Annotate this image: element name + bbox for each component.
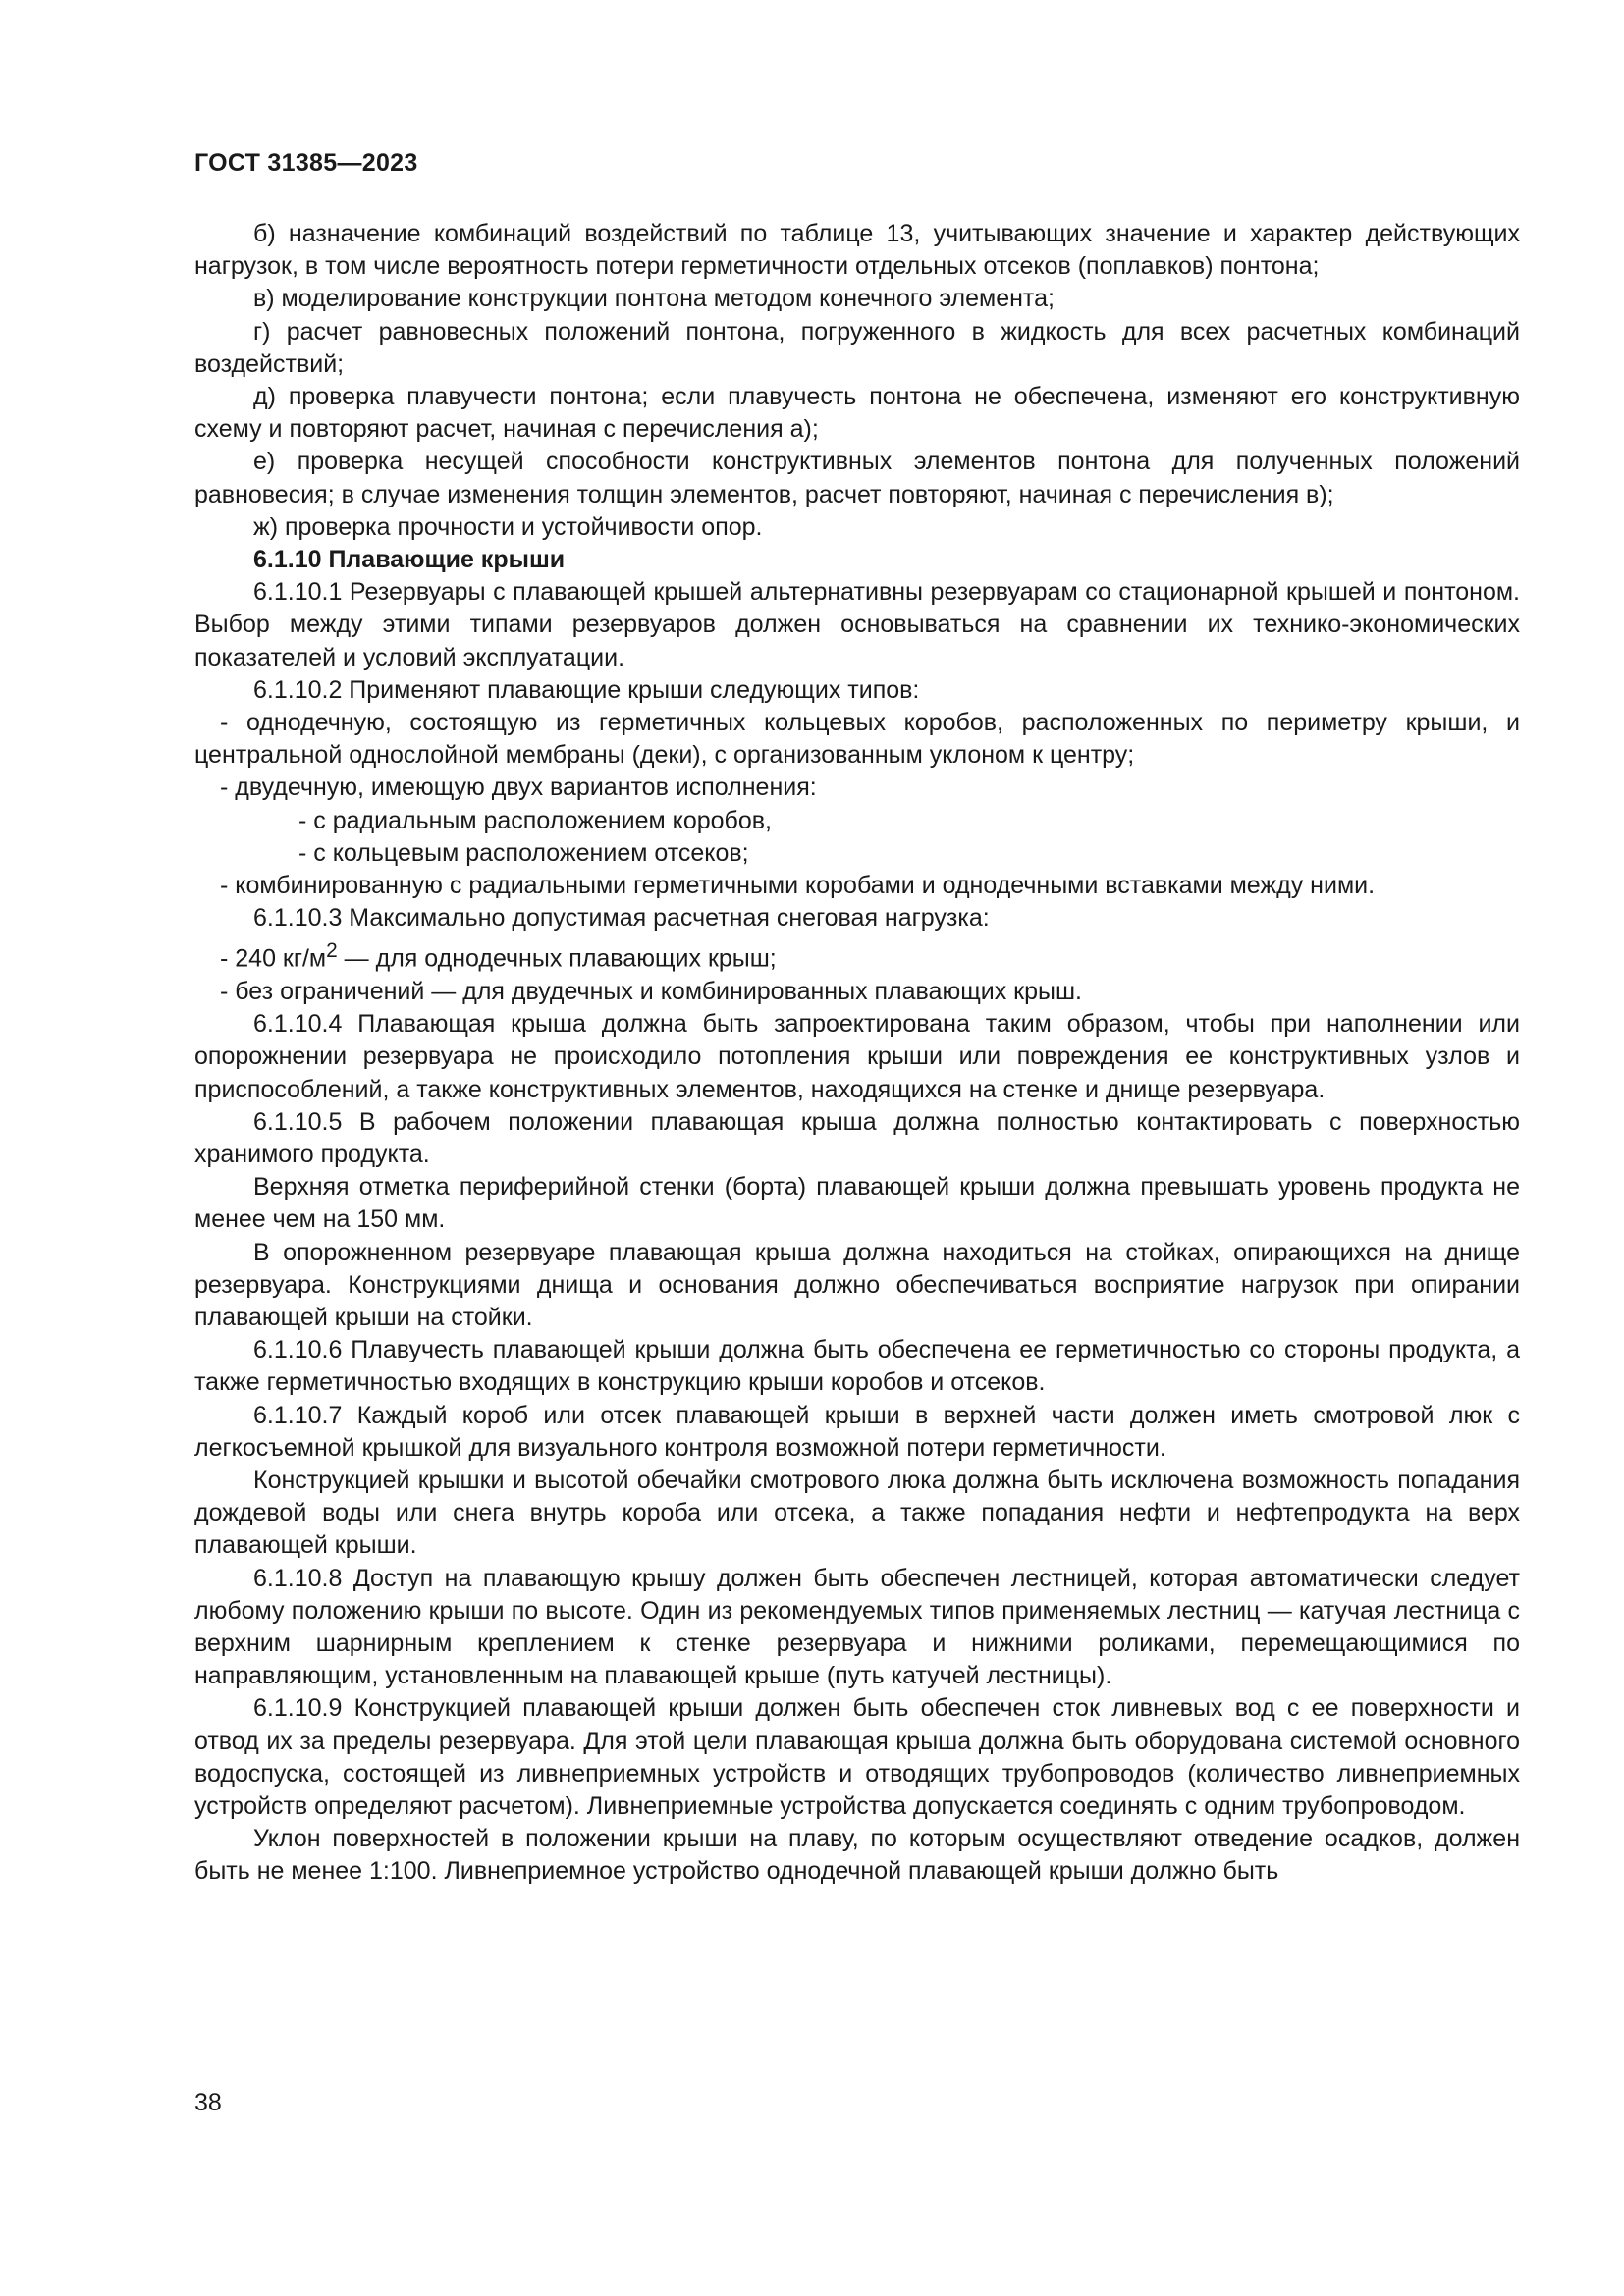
double-deck-variant-ring: - с кольцевым расположением отсеков;	[298, 838, 749, 867]
paragraph-hatch-design: Конструкцией крышки и высотой обечайки смотрового люка должна быть исключена возможность попадания дождевой воды или снега внутрь короба или отсека, а также попадания нефти и нефтепродукта на верх плавающей крыши.	[194, 1467, 1520, 1560]
section-heading-6-1-10: 6.1.10 Плавающие крыши	[253, 546, 566, 574]
clause-6-1-10-9: 6.1.10.9 Конструкцией плавающей крыши должен быть обеспечен сток ливневых вод с ее поверхности и отвод их за пределы резервуара. Для этой цели плавающая крыша должна быть оборудована системой основного водоспуска, состоящей из ливнеприемных устройств и отводящих трубопроводов (количество ливнеприемных устройств определяют расчетом). Ливнеприемные устройства допускается соединять с одним трубопроводом.	[194, 1694, 1520, 1821]
paragraph-slope: Уклон поверхностей в положении крыши на плаву, по которым осуществляют отведение осадков, должен быть не менее 1:100. Ливнеприемное устройство однодечной плавающей крыши должно быть	[194, 1825, 1520, 1886]
snow-load-unit-superscript: 2	[326, 939, 338, 963]
clause-6-1-10-4: 6.1.10.4 Плавающая крыша должна быть запроектирована таким образом, чтобы при наполнении или опорожнении резервуара не происходило потопления крыши или повреждения ее конструктивных узлов и приспособлений, а также конструктивных элементов, находящихся на стенке и днище резервуара.	[194, 1010, 1520, 1103]
clause-6-1-10-7: 6.1.10.7 Каждый короб или отсек плавающей крыши в верхней части должен иметь смотровой люк с легкосъемной крышкой для визуального контроля возможной потери герметичности.	[194, 1401, 1520, 1462]
snow-load-double-deck: - без ограничений — для двудечных и комбинированных плавающих крыш.	[220, 978, 1082, 1005]
clause-6-1-10-1: 6.1.10.1 Резервуары с плавающей крышей альтернативны резервуарам со стационарной крышей и понтоном. Выбор между этими типами резервуаров должен основываться на сравнении их технико-экономических показателей и условий эксплуатации.	[194, 578, 1520, 671]
item-b: б) назначение комбинаций воздействий по таблице 13, учитывающих значение и характер действующих нагрузок, в том числе вероятность потери герметичности отдельных отсеков (поплавков) понтона;	[194, 220, 1520, 281]
double-deck-variant-radial: - с радиальным расположением коробов,	[298, 806, 773, 834]
document-code-header: ГОСТ 31385—2023	[194, 149, 418, 177]
page-number: 38	[194, 2089, 222, 2116]
item-e: е) проверка несущей способности конструктивных элементов понтона для полученных положений равновесия; в случае изменения толщин элементов, расчет повторяют, начиная с перечисления в);	[194, 448, 1520, 508]
roof-type-combined: - комбинированную с радиальными герметичными коробами и однодечными вставками между ними.	[220, 872, 1376, 900]
clause-6-1-10-5: 6.1.10.5 В рабочем положении плавающая крыша должна полностью контактировать с поверхностью хранимого продукта.	[194, 1107, 1520, 1169]
clause-6-1-10-8: 6.1.10.8 Доступ на плавающую крышу должен быть обеспечен лестницей, которая автоматически следует любому положению крыши по высоте. Один из рекомендуемых типов применяемых лестниц — катучая лестница с верхним шарнирным креплением к стенке резервуара и нижними роликами, перемещающимися по направляющим, установленным на плавающей крыше (путь катучей лестницы).	[194, 1564, 1520, 1690]
roof-type-double-deck: - двудечную, имеющую двух вариантов исполнения:	[220, 774, 817, 802]
paragraph-empty-tank: В опорожненном резервуаре плавающая крыша должна находиться на стойках, опирающихся на днище резервуара. Конструкциями днища и основания должно обеспечиваться восприятие нагрузок при опирании плавающей крыши на стойки.	[194, 1238, 1520, 1332]
clause-6-1-10-3: 6.1.10.3 Максимально допустимая расчетная снеговая нагрузка:	[253, 904, 990, 933]
roof-type-single-deck: - однодечную, состоящую из герметичных кольцевых коробов, расположенных по периметру крыши, и центральной однослойной мембраны (деки), с организованным уклоном к центру;	[194, 709, 1520, 770]
item-v: в) моделирование конструкции понтона методом конечного элемента;	[253, 285, 1055, 313]
snow-load-text: — для однодечных плавающих крыш;	[337, 944, 777, 973]
item-d: д) проверка плавучести понтона; если плавучесть понтона не обеспечена, изменяют его конструктивную схему и повторяют расчет, начиная с перечисления а);	[194, 383, 1520, 444]
snow-load-value: - 240 кг/м	[220, 944, 327, 973]
document-body	[194, 218, 1520, 1889]
paragraph-upper-mark: Верхняя отметка периферийной стенки (борта) плавающей крыши должна превышать уровень продукта не менее чем на 150 мм.	[194, 1173, 1520, 1234]
item-g: г) расчет равновесных положений понтона, погруженного в жидкость для всех расчетных комбинаций воздействий;	[194, 317, 1520, 378]
clause-6-1-10-6: 6.1.10.6 Плавучесть плавающей крыши должна быть обеспечена ее герметичностью со стороны продукта, а также герметичностью входящих в конструкцию крыши коробов и отсеков.	[194, 1336, 1520, 1397]
snow-load-single-deck	[194, 934, 1520, 976]
item-zh: ж) проверка прочности и устойчивости опор.	[253, 512, 763, 541]
clause-6-1-10-2: 6.1.10.2 Применяют плавающие крыши следующих типов:	[253, 675, 920, 704]
